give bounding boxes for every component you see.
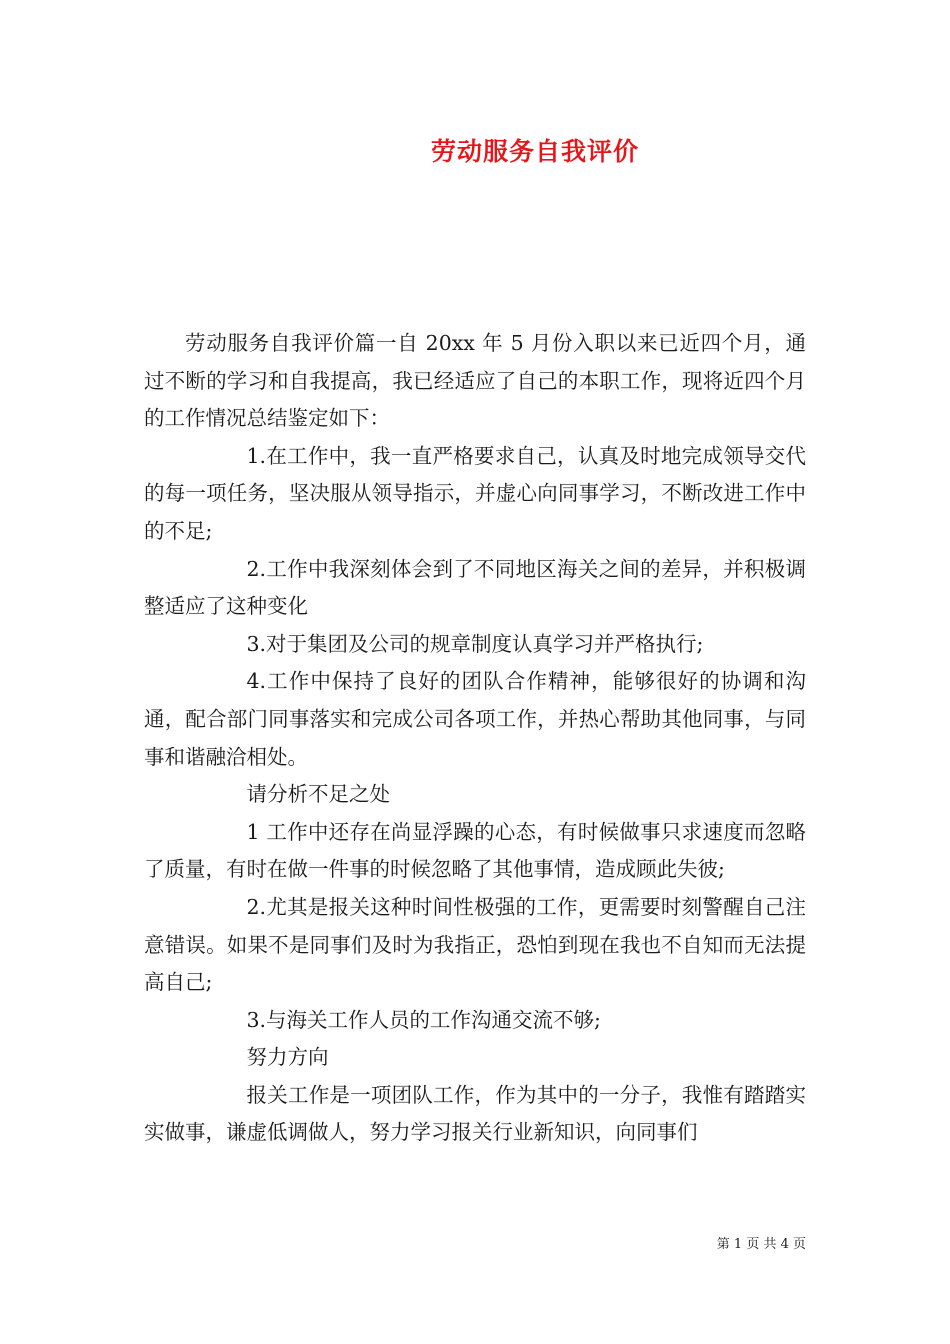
paragraph-item-4: 4.工作中保持了良好的团队合作精神，能够很好的协调和沟通，配合部门同事落实和完成公司各项工作，并热心帮助其他同事，与同事和谐融洽相处。	[144, 669, 806, 769]
paragraph-item-1: 1.在工作中，我一直严格要求自己，认真及时地完成领导交代的每一项任务，坚决服从领导指示，并虚心向同事学习，不断改进工作中的不足;	[144, 443, 806, 543]
paragraph-shortcoming-1: 1 工作中还存在尚显浮躁的心态，有时候做事只求速度而忽略了质量，有时在做一件事的时候忽略了其他事情，造成顾此失彼;	[144, 819, 806, 882]
page-number-footer: 第 1 页 共 4 页	[716, 1237, 806, 1252]
paragraph-item-2: 2.工作中我深刻体会到了不同地区海关之间的差异，并积极调整适应了这种变化	[144, 556, 806, 619]
document-body	[144, 325, 806, 1152]
section-heading-direction: 努力方向	[246, 1045, 329, 1070]
paragraph-intro: 劳动服务自我评价篇一自 20xx 年 5 月份入职以来已近四个月，通过不断的学习和自我提高，我已经适应了自己的本职工作，现将近四个月的工作情况总结鉴定如下：	[144, 331, 806, 431]
paragraph-direction: 报关工作是一项团队工作，作为其中的一分子，我惟有踏踏实实做事，谦虚低调做人，努力学习报关行业新知识，向同事们	[144, 1082, 806, 1145]
section-heading-shortcomings: 请分析不足之处	[246, 782, 390, 807]
paragraph-shortcoming-3: 3.与海关工作人员的工作沟通交流不够;	[246, 1007, 601, 1032]
paragraph-shortcoming-2: 2.尤其是报关这种时间性极强的工作，更需要时刻警醒自己注意错误。如果不是同事们及时为我指正，恐怕到现在我也不自知而无法提高自己;	[144, 894, 806, 995]
document-title: 劳动服务自我评价	[430, 137, 639, 166]
paragraph-item-3: 3.对于集团及公司的规章制度认真学习并严格执行;	[246, 631, 704, 656]
